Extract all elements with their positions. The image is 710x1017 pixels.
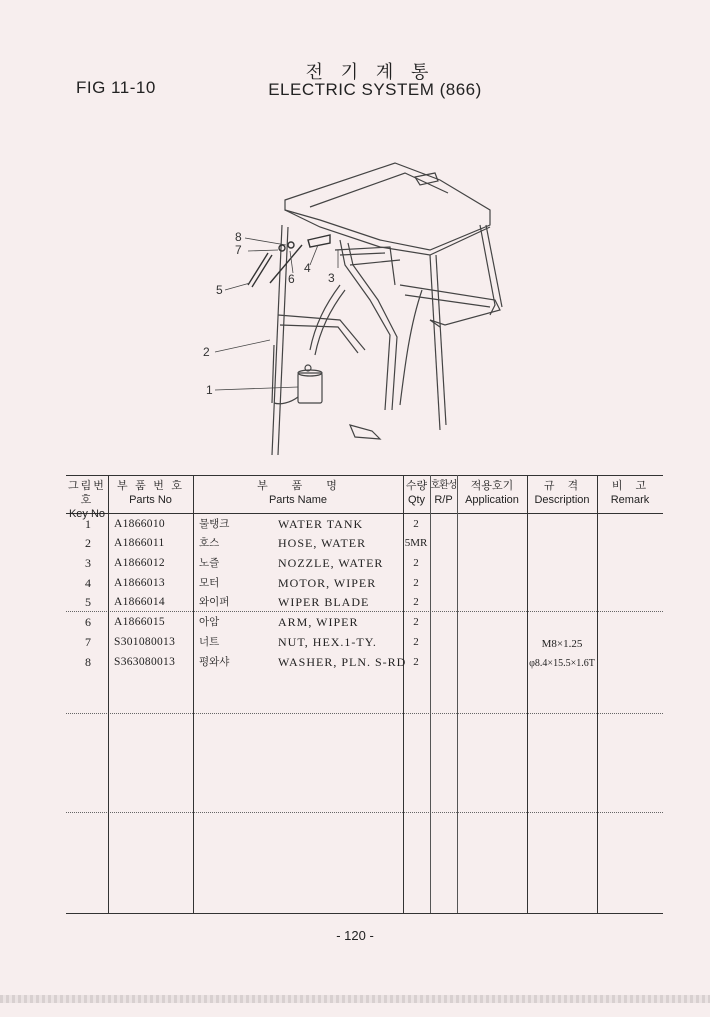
row-description: φ8.4×15.5×1.6T (529, 658, 595, 669)
figure-label: FIG 11-10 (76, 78, 156, 97)
header-parts-no: 부 품 번 호 Parts No (117, 479, 184, 506)
title-korean: 전 기 계 통 (305, 62, 435, 83)
callout-3: 3 (328, 271, 335, 285)
table-top-border (66, 475, 663, 476)
row-qty: 2 (413, 577, 419, 589)
page-number: - 120 - (336, 928, 374, 943)
row-qty: 2 (413, 656, 419, 668)
callout-1: 1 (206, 383, 213, 397)
row-name-en: HOSE, WATER (278, 536, 367, 550)
header-parts-name: 부 품 명 Parts Name (257, 479, 339, 506)
row-key: 2 (85, 536, 91, 550)
row-name-en: WATER TANK (278, 517, 364, 531)
row-part-no: A1866010 (114, 518, 165, 530)
row-divider-dotted (66, 713, 663, 714)
header-application: 적용호기 Application (465, 479, 519, 506)
column-divider (193, 475, 194, 913)
row-qty: 2 (413, 557, 419, 569)
scan-edge-strip (0, 995, 710, 1003)
header-description: 규 격 Description (534, 479, 590, 506)
row-qty: 2 (413, 596, 419, 608)
row-qty: 5MR (404, 537, 428, 549)
row-name-en: WIPER BLADE (278, 595, 370, 609)
row-name-ko: 와이퍼 (199, 596, 230, 608)
callout-numbers (203, 230, 335, 397)
row-name-en: ARM, WIPER (278, 615, 359, 629)
row-part-no: A1866011 (114, 537, 165, 549)
row-name-ko: 아암 (199, 616, 220, 628)
row-name-en: MOTOR, WIPER (278, 576, 377, 590)
row-name-ko: 모터 (199, 577, 220, 589)
row-name-ko: 너트 (199, 636, 220, 648)
row-key: 5 (85, 595, 91, 609)
row-name-en: WASHER, PLN. S-RD (278, 655, 407, 669)
row-key: 7 (85, 635, 91, 649)
row-part-no: A1866012 (114, 557, 165, 569)
row-name-ko: 호스 (199, 537, 220, 549)
row-qty: 2 (413, 636, 419, 648)
column-divider (430, 475, 431, 913)
column-divider (597, 475, 598, 913)
row-part-no: S301080013 (114, 636, 176, 648)
column-divider (108, 475, 109, 913)
row-qty: 2 (413, 616, 419, 628)
parts-table (66, 475, 663, 915)
header-key-no: 그림번호 Key No (68, 479, 106, 520)
header-bottom-border (66, 513, 663, 514)
row-name-ko: 노즐 (199, 557, 220, 569)
cab-wiper-diagram (190, 155, 510, 455)
row-key: 3 (85, 556, 91, 570)
row-qty: 2 (413, 518, 419, 530)
row-part-no: A1866013 (114, 577, 165, 589)
row-divider-dotted (66, 812, 663, 813)
row-part-no: S363080013 (114, 656, 176, 668)
cab-frame-drawing (272, 163, 502, 455)
header-qty: 수량 Qty (405, 479, 428, 506)
row-part-no: A1866014 (114, 596, 165, 608)
row-name-ko: 평와샤 (199, 656, 230, 668)
callout-2: 2 (203, 345, 210, 359)
row-key: 8 (85, 655, 91, 669)
callout-5: 5 (216, 283, 223, 297)
callout-8: 8 (235, 230, 242, 244)
callout-4: 4 (304, 261, 311, 275)
row-key: 4 (85, 576, 91, 590)
row-name-en: NUT, HEX.1-TY. (278, 635, 377, 649)
row-divider-dotted (66, 611, 663, 612)
callout-7: 7 (235, 243, 242, 257)
row-key: 1 (85, 517, 91, 531)
title-english: ELECTRIC SYSTEM (866) (268, 80, 482, 99)
callout-6: 6 (288, 272, 295, 286)
table-bottom-border (66, 913, 663, 914)
column-divider (457, 475, 458, 913)
column-divider (527, 475, 528, 913)
row-name-ko: 물탱크 (199, 518, 230, 530)
row-part-no: A1866015 (114, 616, 165, 628)
row-key: 6 (85, 615, 91, 629)
row-name-en: NOZZLE, WATER (278, 556, 384, 570)
callout-leaders (215, 238, 338, 390)
header-remark: 비 고 Remark (610, 479, 650, 506)
header-rp: 호환성 R/P (430, 480, 457, 506)
row-description: M8×1.25 (541, 638, 583, 650)
